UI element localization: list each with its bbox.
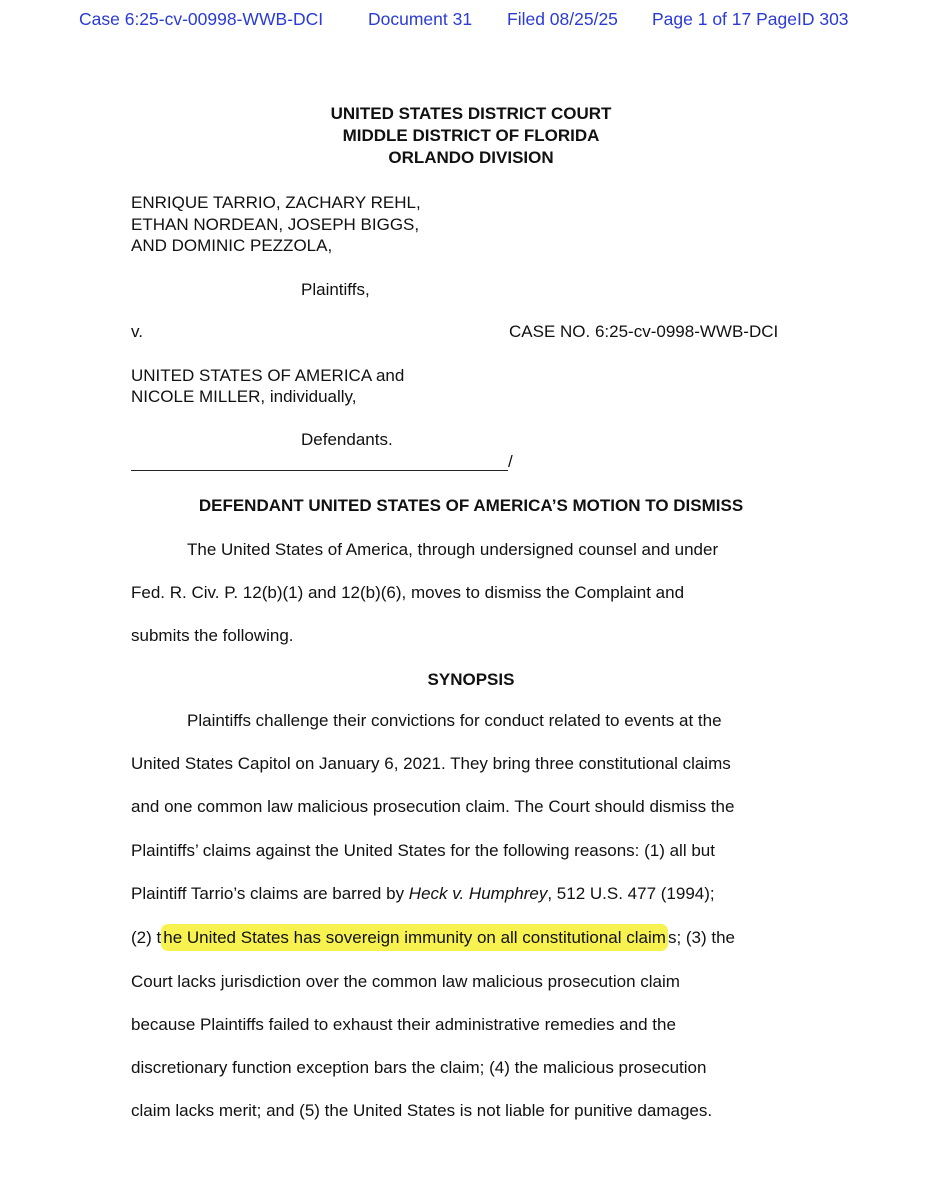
synopsis-line: because Plaintiffs failed to exhaust their administrative remedies and the <box>131 1015 676 1034</box>
court-division: ORLANDO DIVISION <box>388 148 554 167</box>
caption-rule-end: / <box>508 452 513 471</box>
synopsis-line-heck <box>131 884 715 904</box>
plaintiffs-label: Plaintiffs, <box>301 280 370 299</box>
synopsis-line: Plaintiffs’ claims against the United States for the following reasons: (1) all but <box>131 841 715 860</box>
synopsis-text: (2) t <box>131 928 162 947</box>
synopsis-line: United States Capitol on January 6, 2021. They bring three constitutional claims <box>131 754 731 773</box>
highlighted-text: he United States has sovereign immunity on all constitutional claim <box>161 924 668 951</box>
synopsis-line: Court lacks jurisdiction over the common law malicious prosecution claim <box>131 972 680 991</box>
header-page-id: Page 1 of 17 PageID 303 <box>652 9 849 29</box>
intro-line: submits the following. <box>131 626 294 645</box>
court-district: MIDDLE DISTRICT OF FLORIDA <box>342 126 600 145</box>
plaintiff-names-line: AND DOMINIC PEZZOLA, <box>131 236 333 255</box>
defendant-names-line: NICOLE MILLER, individually, <box>131 387 357 406</box>
plaintiff-names-line: ENRIQUE TARRIO, ZACHARY REHL, <box>131 193 421 212</box>
synopsis-line-highlighted <box>131 928 735 948</box>
synopsis-text: , 512 U.S. 477 (1994); <box>547 884 715 903</box>
defendant-names-line: UNITED STATES OF AMERICA and <box>131 366 405 385</box>
defendants-label: Defendants. <box>301 430 393 449</box>
synopsis-text: Plaintiff Tarrio’s claims are barred by <box>131 884 409 903</box>
synopsis-text: s; (3) the <box>667 928 736 947</box>
motion-title: DEFENDANT UNITED STATES OF AMERICA’S MOTION TO DISMISS <box>198 496 744 515</box>
intro-line: The United States of America, through undersigned counsel and under <box>187 540 719 559</box>
synopsis-line: claim lacks merit; and (5) the United States is not liable for punitive damages. <box>131 1101 713 1120</box>
synopsis-line: Plaintiffs challenge their convictions for conduct related to events at the <box>187 711 722 730</box>
synopsis-line: discretionary function exception bars the claim; (4) the malicious prosecution <box>131 1058 707 1077</box>
case-number: CASE NO. 6:25-cv-0998-WWB-DCI <box>509 322 779 341</box>
plaintiff-names-line: ETHAN NORDEAN, JOSEPH BIGGS, <box>131 215 420 234</box>
synopsis-line: and one common law malicious prosecution claim. The Court should dismiss the <box>131 797 735 816</box>
intro-line: Fed. R. Civ. P. 12(b)(1) and 12(b)(6), moves to dismiss the Complaint and <box>131 583 685 602</box>
court-name: UNITED STATES DISTRICT COURT <box>330 104 612 123</box>
caption-rule <box>131 470 508 471</box>
header-case-number: Case 6:25-cv-00998-WWB-DCI <box>79 9 324 29</box>
versus: v. <box>131 322 143 341</box>
header-document-number: Document 31 <box>368 9 473 29</box>
header-filed-date: Filed 08/25/25 <box>507 9 618 29</box>
case-citation: Heck v. Humphrey <box>408 884 548 903</box>
synopsis-heading: SYNOPSIS <box>427 670 515 689</box>
